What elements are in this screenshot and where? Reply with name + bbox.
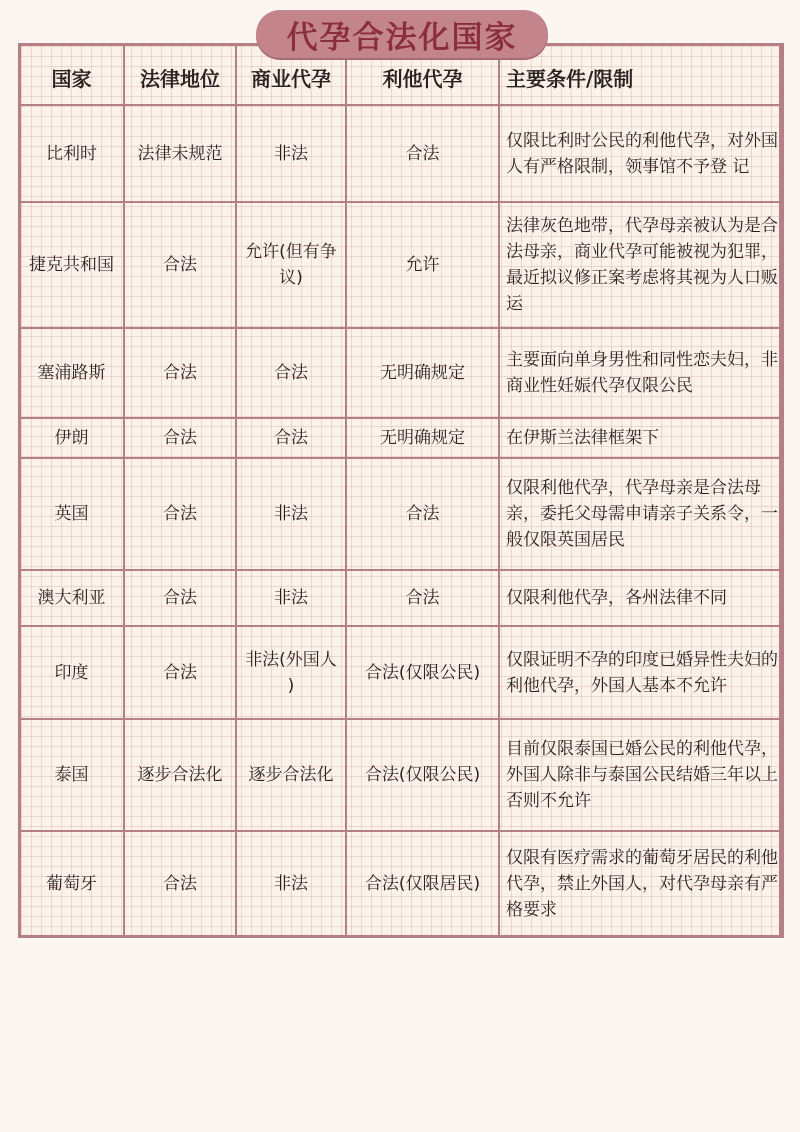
table-row bbox=[19, 105, 783, 202]
cell-altruistic: 合法 bbox=[346, 570, 499, 626]
cell-commercial: 非法 bbox=[236, 458, 346, 571]
cell-commercial: 非法 bbox=[236, 831, 346, 937]
cell-status: 合法 bbox=[124, 328, 236, 418]
header-altruistic: 利他代孕 bbox=[346, 44, 499, 105]
table-row bbox=[19, 626, 783, 718]
cell-commercial: 非法(外国人 ) bbox=[236, 626, 346, 718]
cell-status: 合法 bbox=[124, 570, 236, 626]
table-row bbox=[19, 418, 783, 457]
table-row bbox=[19, 570, 783, 626]
table-row bbox=[19, 458, 783, 571]
cell-conditions: 仅限利他代孕，代孕母亲是合法母亲，委托父母需申请亲子关系令，一般仅限英国居民 bbox=[499, 458, 783, 571]
cell-altruistic: 合法 bbox=[346, 458, 499, 571]
title-banner bbox=[256, 10, 548, 58]
cell-country: 澳大利亚 bbox=[19, 570, 124, 626]
cell-commercial: 允许(但有争议) bbox=[236, 202, 346, 328]
cell-status: 合法 bbox=[124, 418, 236, 457]
cell-conditions: 法律灰色地带，代孕母亲被认为是合法母亲，商业代孕可能被视为犯罪，最近拟议修正案考虑将其视为人口贩运 bbox=[499, 202, 783, 328]
table-row bbox=[19, 328, 783, 418]
header-legal-status: 法律地位 bbox=[124, 44, 236, 105]
cell-conditions: 主要面向单身男性和同性恋夫妇，非商业性妊娠代孕仅限公民 bbox=[499, 328, 783, 418]
cell-conditions: 仅限利他代孕，各州法律不同 bbox=[499, 570, 783, 626]
page-title: 代孕合法化国家 bbox=[286, 19, 518, 56]
header-commercial: 商业代孕 bbox=[236, 44, 346, 105]
cell-altruistic: 无明确规定 bbox=[346, 418, 499, 457]
cell-status: 合法 bbox=[124, 458, 236, 571]
cell-conditions: 目前仅限泰国已婚公民的利他代孕，外国人除非与泰国公民结婚三年以上否则不允许 bbox=[499, 719, 783, 832]
cell-conditions: 在伊斯兰法律框架下 bbox=[499, 418, 783, 457]
cell-country: 泰国 bbox=[19, 719, 124, 832]
cell-status: 合法 bbox=[124, 202, 236, 328]
cell-country: 葡萄牙 bbox=[19, 831, 124, 937]
cell-commercial: 合法 bbox=[236, 418, 346, 457]
cell-country: 捷克共和国 bbox=[19, 202, 124, 328]
cell-altruistic: 合法(仅限公民) bbox=[346, 626, 499, 718]
cell-conditions: 仅限有医疗需求的葡萄牙居民的利他代孕，禁止外国人，对代孕母亲有严格要求 bbox=[499, 831, 783, 937]
cell-country: 英国 bbox=[19, 458, 124, 571]
cell-commercial: 逐步合法化 bbox=[236, 719, 346, 832]
cell-status: 逐步合法化 bbox=[124, 719, 236, 832]
cell-conditions: 仅限证明不孕的印度已婚异性夫妇的利他代孕，外国人基本不允许 bbox=[499, 626, 783, 718]
cell-country: 比利时 bbox=[19, 105, 124, 202]
cell-altruistic: 允许 bbox=[346, 202, 499, 328]
header-country: 国家 bbox=[19, 44, 124, 105]
cell-conditions: 仅限比利时公民的利他代孕，对外国人有严格限制，领事馆不予登 记 bbox=[499, 105, 783, 202]
cell-commercial: 非法 bbox=[236, 570, 346, 626]
table-row bbox=[19, 831, 783, 937]
cell-altruistic: 合法(仅限居民) bbox=[346, 831, 499, 937]
cell-status: 合法 bbox=[124, 626, 236, 718]
cell-status: 法律未规范 bbox=[124, 105, 236, 202]
cell-country: 塞浦路斯 bbox=[19, 328, 124, 418]
surrogacy-table bbox=[18, 43, 784, 938]
cell-altruistic: 无明确规定 bbox=[346, 328, 499, 418]
cell-altruistic: 合法(仅限公民) bbox=[346, 719, 499, 832]
table-row bbox=[19, 202, 783, 328]
cell-country: 伊朗 bbox=[19, 418, 124, 457]
table-row bbox=[19, 719, 783, 832]
cell-altruistic: 合法 bbox=[346, 105, 499, 202]
cell-commercial: 非法 bbox=[236, 105, 346, 202]
cell-country: 印度 bbox=[19, 626, 124, 718]
cell-commercial: 合法 bbox=[236, 328, 346, 418]
header-conditions: 主要条件/限制 bbox=[499, 44, 783, 105]
cell-status: 合法 bbox=[124, 831, 236, 937]
